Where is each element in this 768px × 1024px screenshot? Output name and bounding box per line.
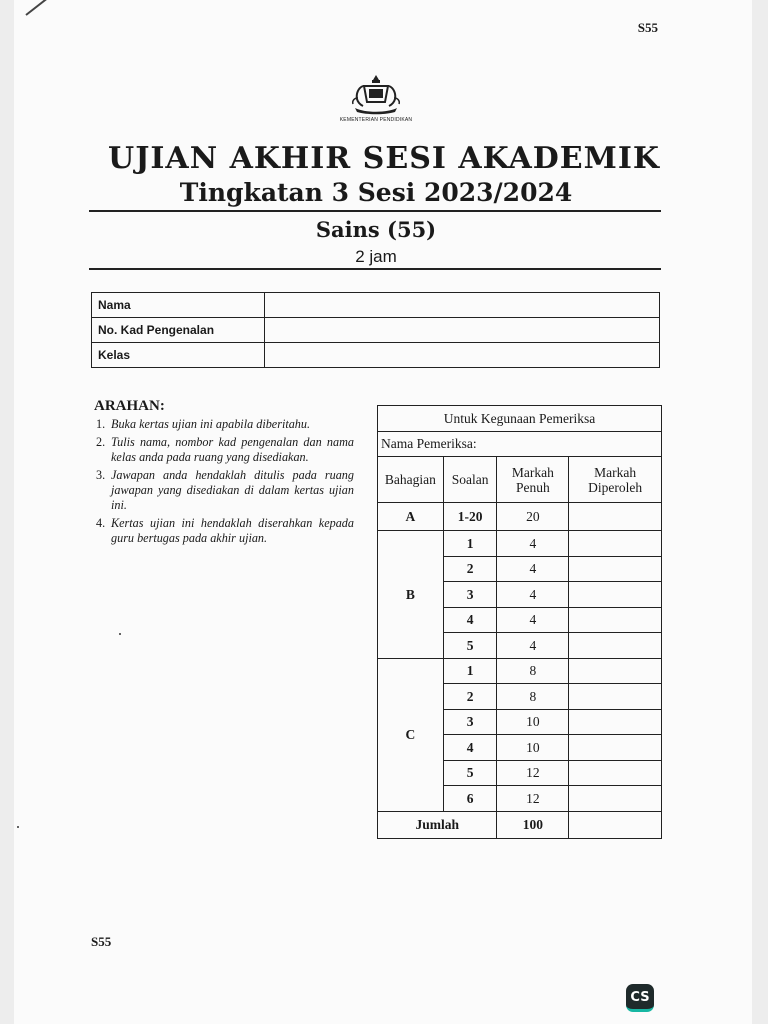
full-marks-cell: 8 (497, 658, 569, 684)
full-marks-cell: 12 (497, 760, 569, 786)
obtained-marks-cell[interactable] (569, 760, 662, 786)
page-code-top: S55 (637, 20, 658, 35)
obtained-marks-cell[interactable] (569, 556, 662, 582)
obtained-marks-cell[interactable] (569, 658, 662, 684)
class-field[interactable] (265, 343, 660, 368)
obtained-marks-cell[interactable] (569, 503, 662, 531)
question-cell: 1 (443, 531, 497, 557)
full-marks-cell: 4 (497, 607, 569, 633)
list-item (94, 435, 354, 465)
obtained-marks-cell[interactable] (569, 633, 662, 659)
name-label: Nama (92, 293, 265, 318)
section-b-cell: B (378, 531, 444, 659)
table-row (378, 531, 662, 557)
question-cell: 1 (443, 658, 497, 684)
ministry-crest-icon (345, 72, 407, 116)
table-row (378, 431, 662, 457)
item-text: Buka kertas ujian ini apabila diberitahu. (111, 417, 311, 431)
full-marks-cell: 4 (497, 556, 569, 582)
header-question: Soalan (443, 457, 497, 503)
full-marks-cell: 12 (497, 786, 569, 812)
question-cell: 1-20 (443, 503, 497, 531)
table-row (378, 457, 662, 503)
examiner-name-label[interactable]: Nama Pemeriksa: (378, 431, 662, 457)
table-row (378, 503, 662, 531)
list-item (94, 468, 354, 513)
name-field[interactable] (265, 293, 660, 318)
question-cell: 4 (443, 607, 497, 633)
question-cell: 3 (443, 582, 497, 608)
student-details-table (91, 292, 660, 368)
page-code-bottom: S55 (91, 934, 112, 949)
obtained-marks-cell[interactable] (569, 531, 662, 557)
divider-bottom (89, 268, 661, 270)
total-obtained-marks[interactable] (569, 811, 662, 838)
instructions (94, 398, 354, 549)
question-cell: 3 (443, 709, 497, 735)
ic-number-field[interactable] (265, 318, 660, 343)
total-full-marks: 100 (497, 811, 569, 838)
obtained-marks-cell[interactable] (569, 607, 662, 633)
full-marks-cell: 8 (497, 684, 569, 710)
examiner-marks-table (377, 405, 662, 839)
divider-top (89, 210, 661, 212)
exam-duration: 2 jam (355, 247, 397, 266)
logo-caption: KEMENTERIAN PENDIDIKAN (339, 117, 413, 123)
section-a-cell: A (378, 503, 444, 531)
stray-mark (119, 633, 121, 635)
question-cell: 2 (443, 556, 497, 582)
item-number: 4. (96, 516, 106, 530)
obtained-marks-cell[interactable] (569, 582, 662, 608)
full-marks-cell: 10 (497, 709, 569, 735)
question-cell: 4 (443, 735, 497, 761)
camscanner-badge: CS (626, 984, 654, 1012)
ministry-logo (333, 72, 419, 128)
table-row (378, 406, 662, 432)
obtained-marks-cell[interactable] (569, 709, 662, 735)
total-label: Jumlah (378, 811, 497, 838)
examiner-table-title: Untuk Kegunaan Pemeriksa (378, 406, 662, 432)
item-text: Tulis nama, nombor kad pengenalan dan nama kelas anda pada ruang yang disediakan. (111, 435, 354, 464)
table-row (92, 293, 660, 318)
class-label: Kelas (92, 343, 265, 368)
full-marks-cell: 4 (497, 531, 569, 557)
section-c-cell: C (378, 658, 444, 811)
header-obtained-marks: Markah Diperoleh (569, 457, 662, 503)
item-text: Kertas ujian ini hendaklah diserahkan kepada guru bertugas pada akhir ujian. (111, 516, 354, 545)
table-row (378, 658, 662, 684)
stray-mark (17, 826, 19, 828)
list-item (94, 516, 354, 546)
obtained-marks-cell[interactable] (569, 684, 662, 710)
exam-subtitle: Tingkatan 3 Sesi 2023/2024 (179, 178, 573, 207)
exam-title: UJIAN AKHIR SESI AKADEMIK (108, 141, 660, 176)
table-row (378, 811, 662, 838)
full-marks-cell: 4 (497, 582, 569, 608)
item-text: Jawapan anda hendaklah ditulis pada ruang jawapan yang disediakan di dalam kertas ujian ini. (111, 468, 354, 512)
subject-title: Sains (55) (315, 217, 437, 242)
instructions-title: ARAHAN: (94, 398, 165, 414)
full-marks-cell: 10 (497, 735, 569, 761)
question-cell: 2 (443, 684, 497, 710)
full-marks-cell: 20 (497, 503, 569, 531)
item-number: 2. (96, 435, 106, 449)
question-cell: 5 (443, 633, 497, 659)
obtained-marks-cell[interactable] (569, 786, 662, 812)
table-row (92, 343, 660, 368)
header-section: Bahagian (378, 457, 444, 503)
table-row (92, 318, 660, 343)
ic-number-label: No. Kad Pengenalan (92, 318, 265, 343)
question-cell: 6 (443, 786, 497, 812)
item-number: 3. (96, 468, 106, 482)
header-full-marks: Markah Penuh (497, 457, 569, 503)
question-cell: 5 (443, 760, 497, 786)
obtained-marks-cell[interactable] (569, 735, 662, 761)
full-marks-cell: 4 (497, 633, 569, 659)
list-item (94, 417, 354, 432)
item-number: 1. (96, 417, 106, 431)
instructions-list (94, 417, 354, 546)
